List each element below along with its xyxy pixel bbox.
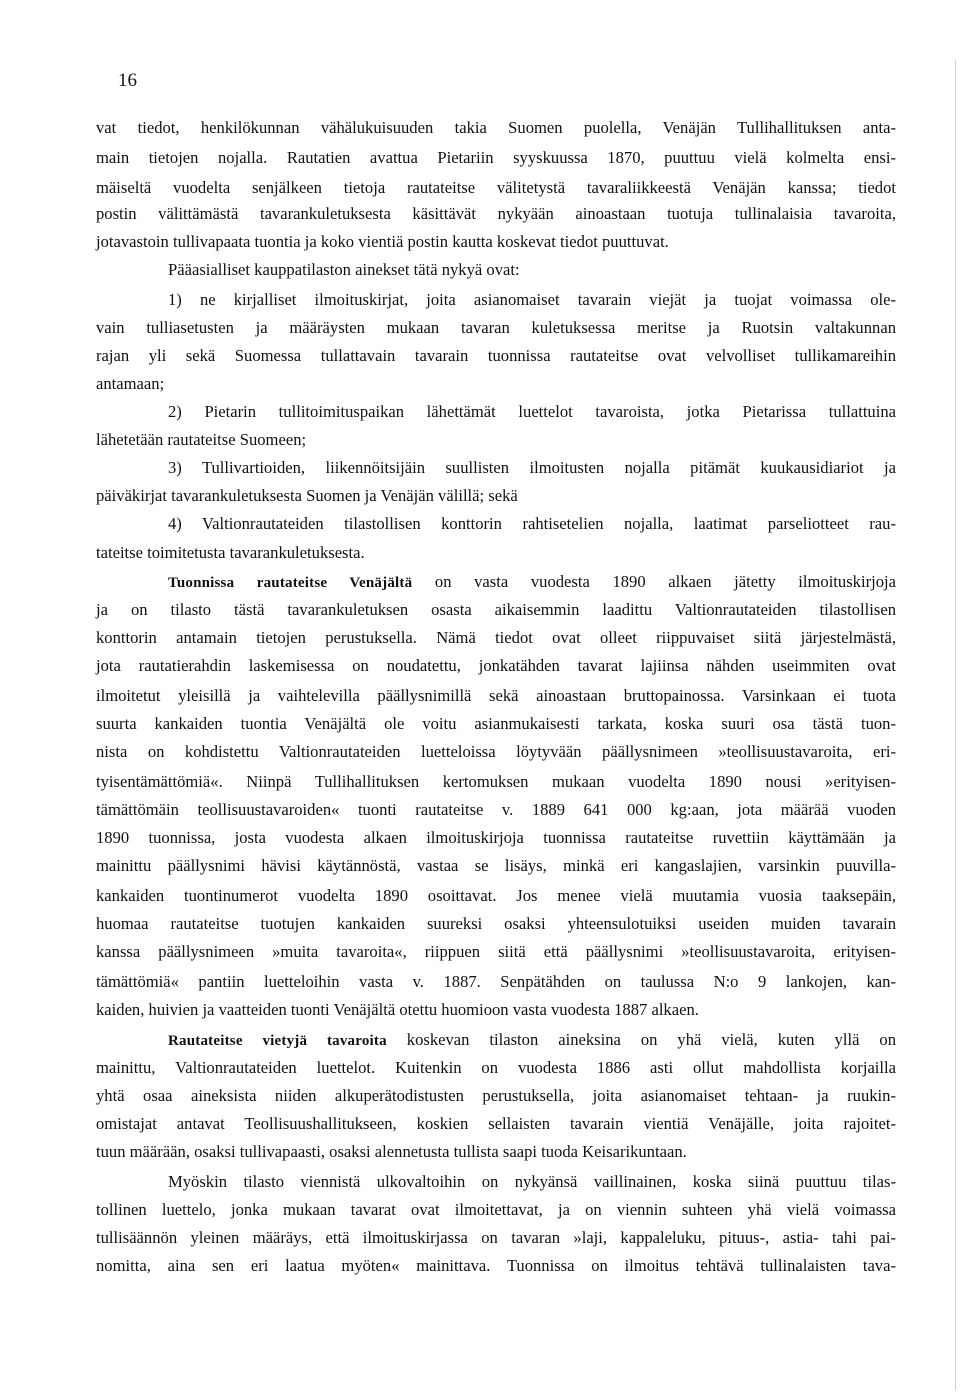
text-line [96,204,896,224]
text-line [96,543,896,563]
text-line [96,148,896,168]
text-line [168,402,896,422]
line-text: tullisäännön yleinen määräys, että ilmoituskirjassa on tavaran »laji, kappaleluku, pituus-, astia- tahi pai- [96,1228,896,1247]
text-line [96,742,896,762]
line-text: 2) Pietarin tullitoimituspaikan lähettämät luettelot tavaroista, jotka Pietarissa tullattuina [168,402,896,421]
text-line [96,886,896,906]
line-text: 1890 tuonnissa, josta vuodesta alkaen ilmoituskirjoja tuonnissa rautateitse ruvettiin käyttämään ja [96,828,896,847]
line-text: kanssa päällysnimeen »muita tavaroita«, riippuen siitä että päällysnimi »teollisuustavaroita, erityisen- [96,942,896,961]
text-line [96,374,896,394]
line-text: nista on kohdistettu Valtionrautateiden luetteloissa löytyvään päällysnimeen »teollisuustavaroita, eri- [96,742,896,761]
line-text: koskevan tilaston aineksina on yhä vielä, kuten yllä on [386,1030,897,1049]
text-line [168,260,896,280]
line-text: vat tiedot, henkilökunnan vähälukuisuuden takia Suomen puolella, Venäjän Tullihallituksen anta- [96,118,896,137]
line-text: 1) ne kirjalliset ilmoituskirjat, joita asianomaiset tavarain viejät ja tuojat voimassa ole- [168,290,896,309]
line-text: huomaa rautateitse tuotujen kankaiden suureksi osaksi yhteensulotuiksi useiden muiden tavarain [96,914,896,933]
text-line [96,1142,896,1162]
line-text: main tietojen nojalla. Rautatien avattua Pietariin syyskuussa 1870, puuttuu vielä kolmelta ensi- [96,148,896,167]
text-line [168,1172,896,1192]
line-text: antamaan; [96,374,165,393]
text-line [96,972,896,992]
text-line [96,118,896,138]
text-line [96,178,896,198]
line-text: konttorin antamain tietojen perustuksella. Nämä tiedot ovat olleet riippuvaiset siitä järjestelmästä, [96,628,896,647]
text-line [96,346,896,366]
bold-run-in-heading: Rautateitse vietyjä tavaroita [168,1033,387,1049]
text-line [96,914,896,934]
line-text: 4) Valtionrautateiden tilastollisen konttorin rahtisetelien nojalla, laatimat parseliotteet rau- [168,514,896,533]
text-line [96,232,896,252]
text-line [96,430,896,450]
line-text: jotavastoin tullivapaata tuontia ja koko vientiä postin kautta koskevat tiedot puuttuvat. [96,232,669,251]
line-text: tuun määrään, osaksi tullivapaasti, osaksi alennetusta tullista saapi tuoda Keisarikuntaan. [96,1142,687,1161]
line-text: 3) Tullivartioiden, liikennöitsijäin suullisten ilmoitusten nojalla pitämät kuukausidiariot ja [168,458,896,477]
text-line [96,656,896,676]
text-line [168,572,896,593]
text-line [96,1114,896,1134]
line-text: mainittu, Valtionrautateiden luettelot. Kuitenkin on vuodesta 1886 asti ollut mahdollista korjailla [96,1058,896,1077]
page-number: 16 [118,70,137,91]
line-text: päiväkirjat tavarankuletuksesta Suomen ja Venäjän välillä; sekä [96,486,518,505]
line-text: tollinen luettelo, jonka mukaan tavarat ovat ilmoitettavat, ja on viennin suhteen yhä vielä voimassa [96,1200,896,1219]
line-text: tyisentämättömiä«. Niinpä Tullihallituksen kertomuksen mukaan vuodelta 1890 nousi »erityisen- [96,772,896,791]
text-line [168,1030,896,1051]
text-line [96,1228,896,1248]
text-line [96,628,896,648]
text-line [96,856,896,876]
line-text: suurta kankaiden tuontia Venäjältä ole voitu asianmukaisesti tarkata, koska suuri osa tästä tuon- [96,714,896,733]
line-text: mäiseltä vuodelta senjälkeen tietoja rautateitse välitetystä tavaraliikkeestä Venäjän kanssa; tiedot [96,178,896,197]
text-line [96,1200,896,1220]
line-text: ja on tilasto tästä tavarankuletuksen osasta aikaisemmin laadittu Valtionrautateiden tilastollisen [96,600,896,619]
line-text: postin välittämästä tavarankuletuksesta käsittävät nykyään ainoastaan tuotuja tullinalaisia tavaroita, [96,204,896,223]
text-line [168,514,896,534]
line-text: nomitta, aina sen eri laatua myöten« mainittava. Tuonnissa on ilmoitus tehtävä tullinalaisten tava- [96,1256,896,1275]
line-text: Pääasialliset kauppatilaston ainekset tätä nykyä ovat: [168,260,520,279]
text-line [96,486,896,506]
line-text: on vasta vuodesta 1890 alkaen jätetty ilmoituskirjoja [412,572,896,591]
text-line [96,318,896,338]
line-text: tämättömäin teollisuustavaroiden« tuonti rautateitse v. 1889 641 000 kg:aan, jota määrää vuoden [96,800,896,819]
line-text: omistajat antavat Teollisuushallitukseen, koskien sellaisten tavarain vientiä Venäjälle, joita rajoitet- [96,1114,896,1133]
line-text: mainittu päällysnimi hävisi käytännöstä, vastaa se lisäys, minkä eri kangaslajien, varsinkin puuvilla- [96,856,896,875]
line-text: kankaiden tuontinumerot vuodelta 1890 osoittavat. Jos menee vielä muutamia vuosia taaksepäin, [96,886,896,905]
text-line [96,942,896,962]
text-line [96,772,896,792]
line-text: tateitse toimitetusta tavarankuletuksesta. [96,543,365,562]
text-line [96,686,896,706]
line-text: yhtä osaa aineksista niiden alkuperätodistusten perustuksella, joita asianomaiset tehtaan- ja ruukin- [96,1086,896,1105]
text-line [96,1256,896,1276]
scan-edge-line [955,60,956,1390]
text-line [168,290,896,310]
line-text: kaiden, huivien ja vaatteiden tuonti Venäjältä otettu huomioon vasta vuodesta 1887 alkaen. [96,1000,699,1019]
text-line [96,1000,896,1020]
line-text: Myöskin tilasto viennistä ulkovaltoihin on nykyänsä vaillinainen, koska siinä puuttuu tilas- [168,1172,896,1191]
text-line [168,458,896,478]
line-text: lähetetään rautateitse Suomeen; [96,430,307,449]
text-line [96,828,896,848]
text-line [96,1058,896,1078]
text-line [96,600,896,620]
line-text: tämättömiä« pantiin luetteloihin vasta v. 1887. Senpätähden on taulussa N:o 9 lankojen, kan- [96,972,896,991]
text-line [96,1086,896,1106]
line-text: ilmoitetut yleisillä ja vaihtelevilla päällysnimillä sekä ainoastaan bruttopainossa. Varsinkaan ei tuota [96,686,896,705]
text-line [96,800,896,820]
line-text: jota rautatierahdin laskemisessa on noudatettu, jonkatähden tavarat lajiinsa nähden useimmiten ovat [96,656,896,675]
line-text: rajan yli sekä Suomessa tullattavain tavarain tuonnissa rautateitse ovat velvolliset tullikamareihin [96,346,896,365]
line-text: vain tulliasetusten ja määräysten mukaan tavaran kuletuksessa meritse ja Ruotsin valtakunnan [96,318,896,337]
bold-run-in-heading: Tuonnissa rautateitse Venäjältä [168,575,413,591]
text-line [96,714,896,734]
